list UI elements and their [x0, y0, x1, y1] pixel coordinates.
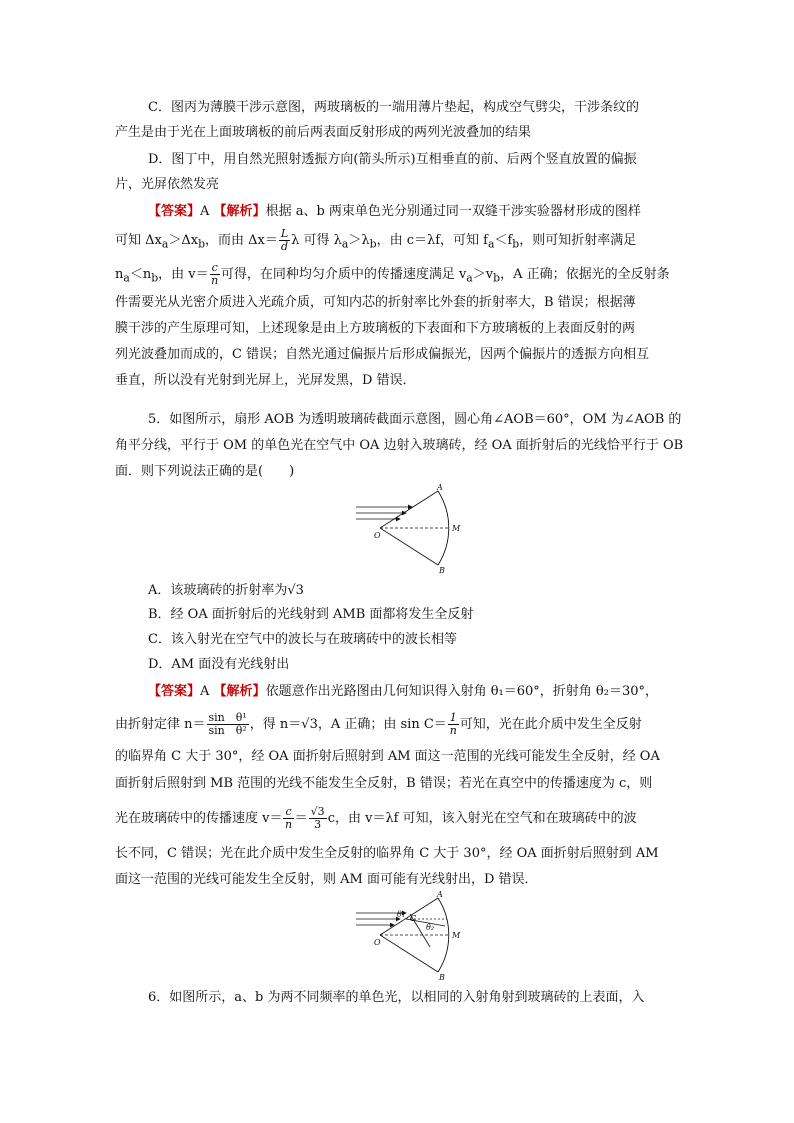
answer4-line6: 列光波叠加而成的，C 错误；自然光通过偏振片后形成偏振光，因两个偏振片的透振方向相互: [115, 347, 650, 362]
answer5-line2: 由折射定律 n＝ $\frac{\text{sin θ¹}}{\text{sin θ²}}$ ，得 n＝√3，A 正确；由 sin C＝ $\frac{1}{n}$ 可知，光在此介质中发生全反射: [115, 711, 642, 737]
label-m: M: [452, 524, 461, 533]
fraction-c-over-n: $\frac{c}{n}$: [211, 261, 219, 287]
label-o: O: [374, 938, 381, 947]
answer5-line3: 的临界角 C 大于 30°，经 OA 面折射后照射到 AM 面这一范围的光线可能发生全反射，经 OA: [115, 749, 660, 764]
label-b: B: [439, 566, 445, 574]
question6-line1: 6．如图所示，a、b 为两不同频率的单色光，以相同的入射角射到玻璃砖的上表面，入: [148, 990, 645, 1005]
label-a: A: [437, 890, 443, 899]
question5-line1: 5．如图所示，扇形 AOB 为透明玻璃砖截面示意图，圆心角∠AOB＝60°，OM 为∠AOB 的: [148, 412, 682, 427]
question5-line2: 角平分线，平行于 OM 的单色光在空气中 OA 边射入玻璃砖，经 OA 面折射后的光线恰平行于 OB: [115, 438, 684, 453]
fraction-l-over-d: $\frac{L}{d}$: [280, 227, 289, 253]
answer5-line6: 长不同，C 错误；光在此介质中发生全反射的临界角 C 大于 30°，经 OA 面折射后照射到 AM: [115, 846, 659, 861]
answer4-line2: 可知 $\Delta x_a>\Delta x_b$，而由 Δx＝ $\frac{L}{d}$ λ 可得 $\lambda_a>\lambda_b$，由 c＝λf，可知 $f_a<f_b$，则可知折射率满足: [115, 227, 637, 253]
option-5d: D．AM 面没有光线射出: [148, 657, 290, 672]
label-a: A: [437, 483, 443, 492]
label-m: M: [452, 931, 461, 940]
answer5-line7: 面这一范围的光线可能发生全反射，则 AM 面可能有光线射出，D 错误．: [115, 872, 538, 887]
option-c-line1: C．图丙为薄膜干涉示意图，两玻璃板的一端用薄片垫起，构成空气劈尖，干涉条纹的: [148, 100, 639, 115]
answer5-line4: 面折射后照射到 MB 范围的光线不能发生全反射，B 错误；若光在真空中的传播速度为 c，则: [115, 776, 653, 791]
option-d-line2: 片，光屏依然发亮: [115, 177, 220, 192]
answer4-line5: 膜干涉的产生原理可知，上述现象是由上方玻璃板的下表面和下方玻璃板的上表面反射的两: [115, 321, 636, 336]
label-theta1: θ₁: [397, 910, 406, 919]
fraction-sin: $\frac{\text{sin θ¹}}{\text{sin θ²}}$: [208, 711, 247, 737]
answer4-line7: 垂直，所以没有光射到光屏上，光屏发黑，D 错误．: [115, 373, 416, 388]
sector-figure: [350, 482, 470, 574]
answer-label: 【答案】: [148, 204, 201, 219]
answer4-line4: 件需要光从光密介质进入光疏介质，可知内芯的折射率比外套的折射率大，B 错误；根据薄: [115, 295, 636, 310]
label-theta2: θ₂: [426, 923, 435, 932]
answer5-line1: 【答案】A 【解析】依题意作出光路图由几何知识得入射角 θ₁＝60°，折射角 θ₂＝30°，: [148, 684, 658, 699]
answer4-line3: $n_a<n_b$，由 v＝ $\frac{c}{n}$ 可得，在同种均匀介质中的传播速度满足 $v_a>v_b$，A 正确；依据光的全反射条: [115, 261, 670, 287]
label-o: O: [374, 531, 381, 540]
ray-diagram-figure: [350, 890, 470, 980]
option-c-line2: 产生是由于光在上面玻璃板的前后两表面反射形成的两列光波叠加的结果: [115, 125, 532, 140]
option-5b: B．经 OA 面折射后的光线射到 AMB 面都将发生全反射: [148, 607, 474, 622]
label-b: B: [439, 973, 445, 980]
option-d-line1: D．图丁中，用自然光照射透振方向(箭头所示)互相垂直的前、后两个竖直放置的偏振: [148, 152, 637, 167]
option-5c: C．该入射光在空气中的波长与在玻璃砖中的波长相等: [148, 632, 457, 647]
option-5a: A．该玻璃砖的折射率为√3: [148, 583, 304, 598]
question5-line3: 面．则下列说法正确的是( ): [115, 464, 295, 479]
answer4-line1: 【答案】A 【解析】根据 a、b 两束单色光分别通过同一双缝干涉实验器材形成的图样: [148, 204, 641, 219]
answer5-line5: 光在玻璃砖中的传播速度 v＝ $\frac{c}{n}$ ＝ $\frac{√3}{3}$ c，由 v＝λf 可知，该入射光在空气和在玻璃砖中的波: [115, 805, 637, 831]
analysis-label: 【解析】: [213, 204, 266, 219]
answer-value: A: [200, 204, 210, 219]
label-c: C: [410, 914, 417, 923]
